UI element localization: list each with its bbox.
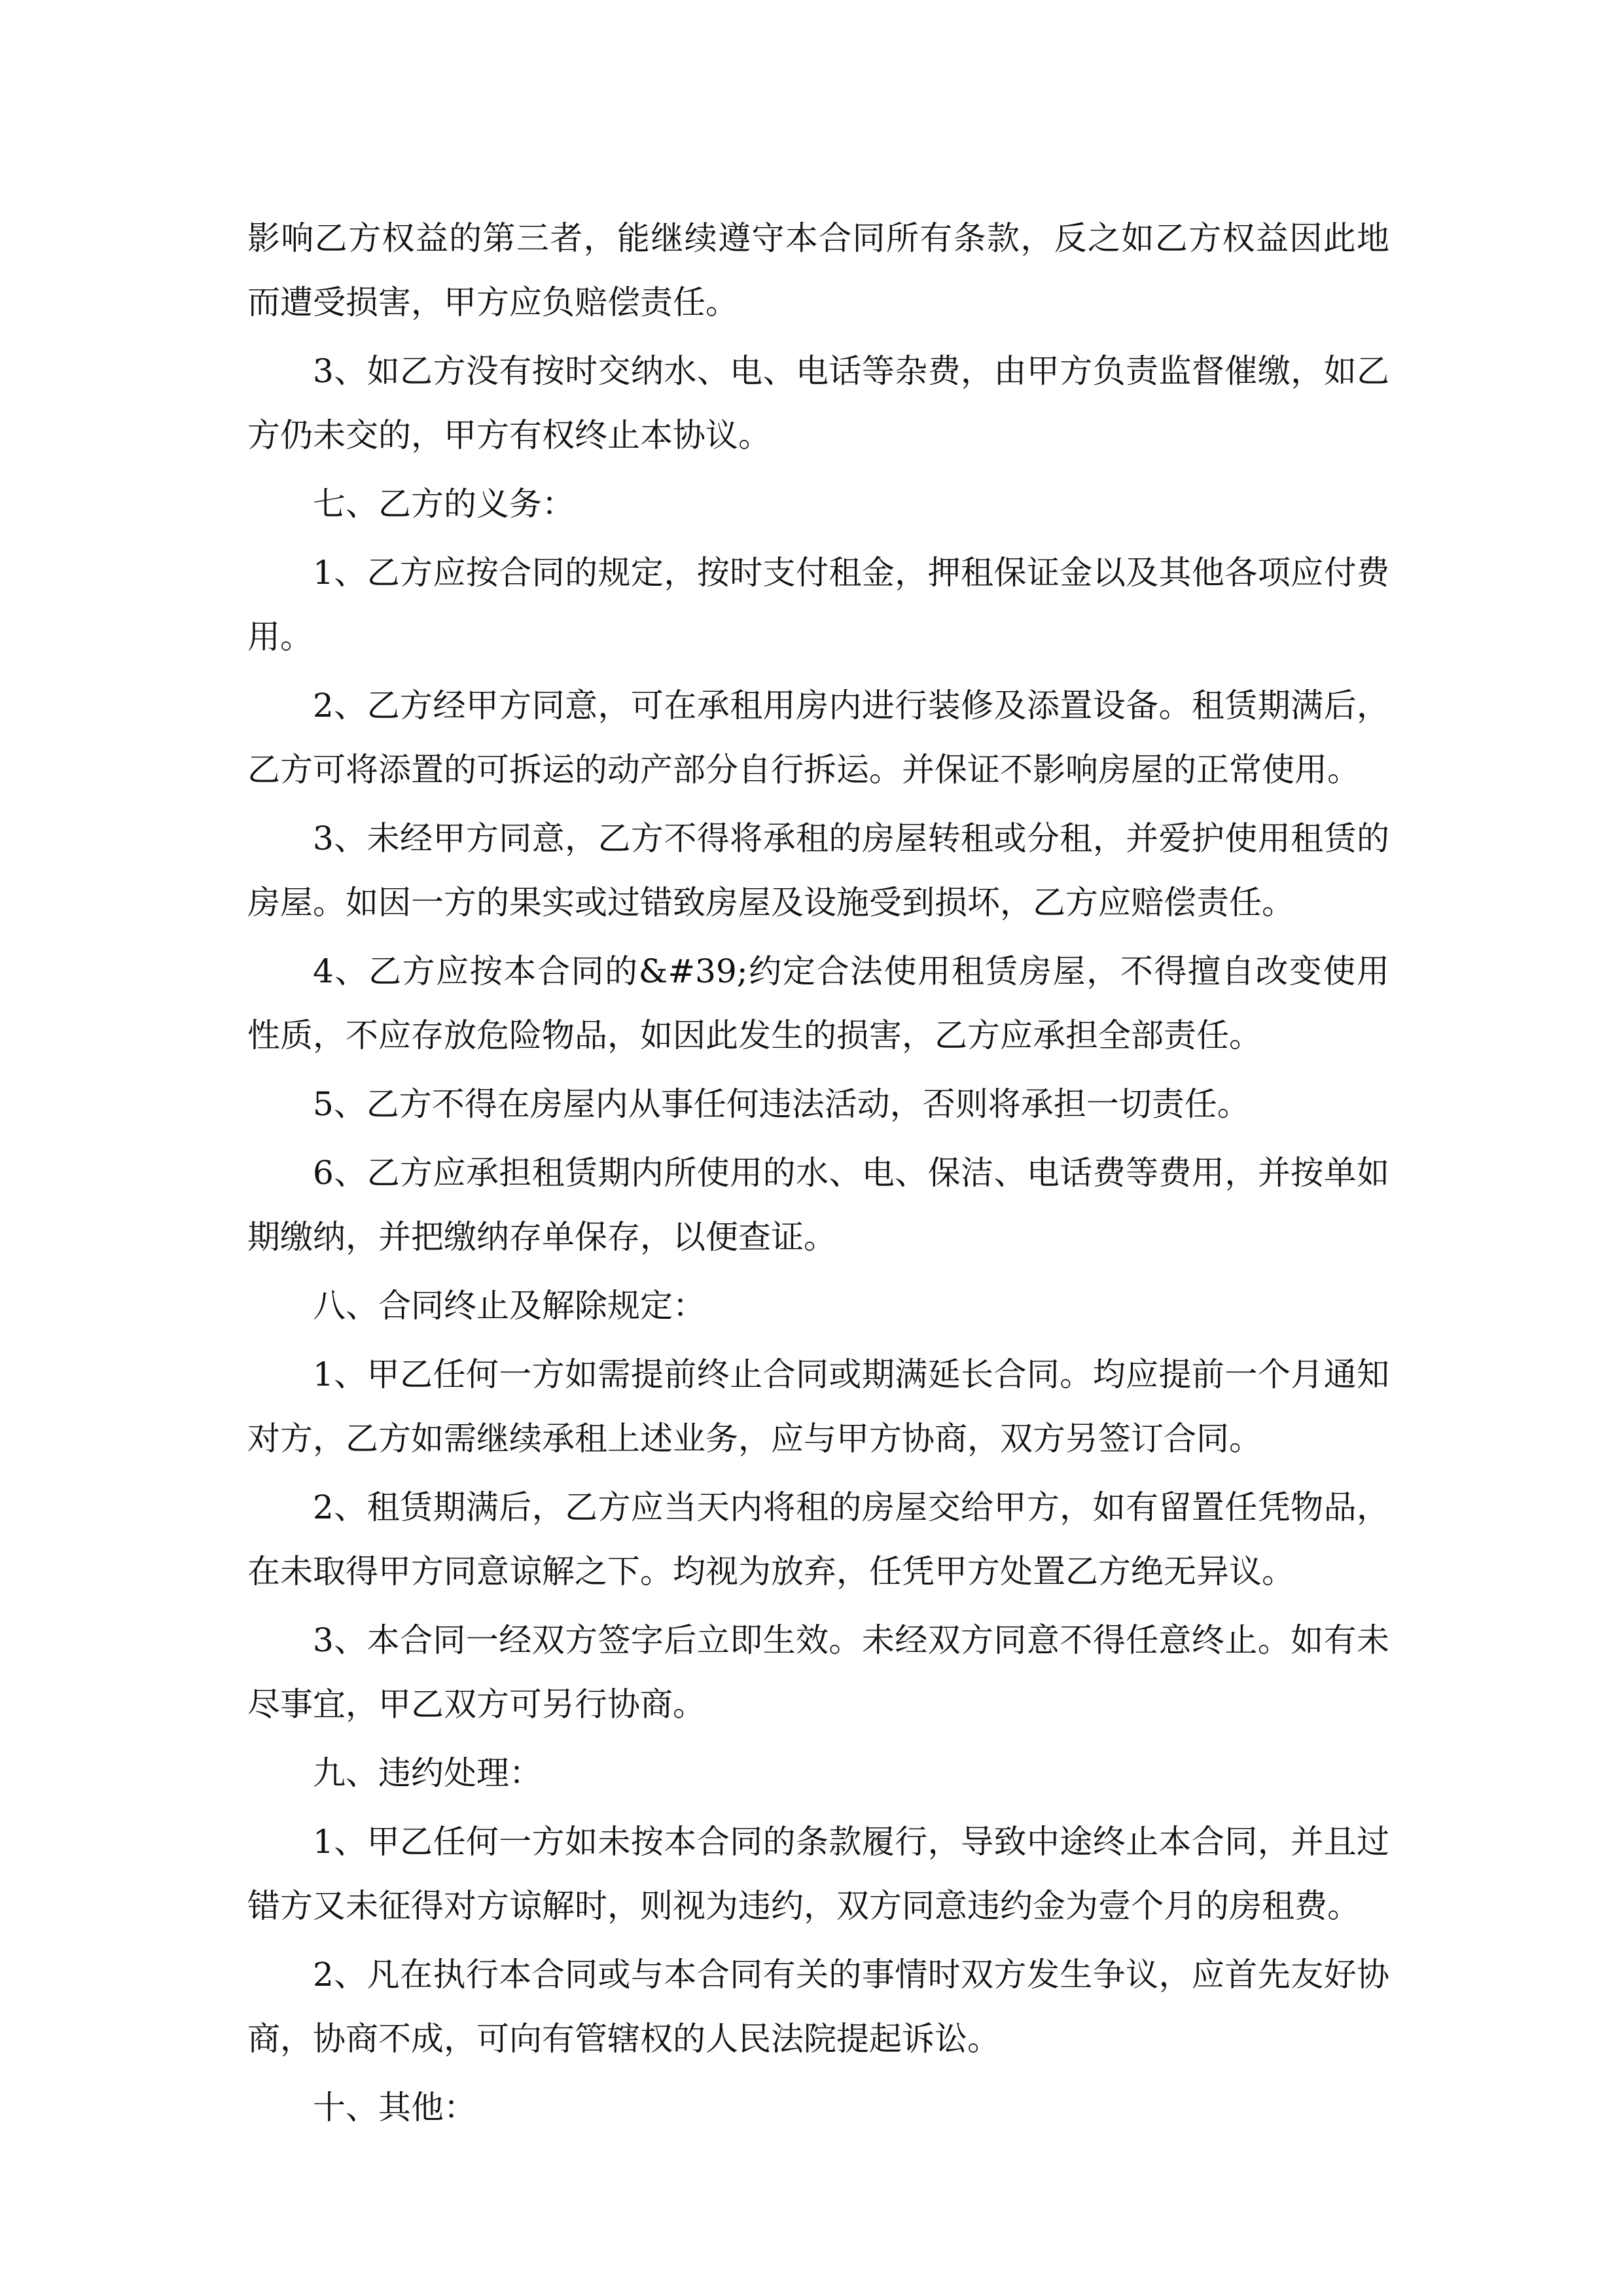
section-heading: 八、合同终止及解除规定： bbox=[313, 1287, 705, 1325]
paragraph-clause: 2、凡在执行本合同或与本合同有关的事情时双方发生争议，应首先友好协商，协商不成，可向有管辖权的人民法院提起诉讼。 bbox=[247, 1956, 1389, 2058]
paragraph-clause: 6、乙方应承担租赁期内所使用的水、电、保洁、电话费等费用，并按单如期缴纳，并把缴纳存单保存，以便查证。 bbox=[247, 1154, 1389, 1256]
paragraph-clause: 5、乙方不得在房屋内从事任何违法活动，否则将承担一切责任。 bbox=[313, 1085, 1250, 1123]
section-heading: 七、乙方的义务： bbox=[313, 485, 575, 523]
section-heading: 十、其他： bbox=[313, 2089, 476, 2126]
document-body bbox=[247, 206, 1389, 2144]
paragraph-clause: 3、本合同一经双方签字后立即生效。未经双方同意不得任意终止。如有未尽事宜，甲乙双方可另行协商。 bbox=[247, 1621, 1389, 1723]
paragraph-clause: 1、甲乙任何一方如未按本合同的条款履行，导致中途终止本合同，并且过错方又未征得对方谅解时，则视为违约，双方同意违约金为壹个月的房租费。 bbox=[247, 1823, 1389, 1925]
paragraph-clause: 1、乙方应按合同的规定，按时支付租金，押租保证金以及其他各项应付费用。 bbox=[247, 554, 1389, 656]
section-heading: 九、违约处理： bbox=[313, 1754, 542, 1792]
paragraph-continuation: 影响乙方权益的第三者，能继续遵守本合同所有条款，反之如乙方权益因此地而遭受损害，甲方应负赔偿责任。 bbox=[247, 219, 1389, 321]
paragraph-clause: 1、甲乙任何一方如需提前终止合同或期满延长合同。均应提前一个月通知对方，乙方如需继续承租上述业务，应与甲方协商，双方另签订合同。 bbox=[247, 1355, 1389, 1458]
paragraph-clause: 2、乙方经甲方同意，可在承租用房内进行装修及添置设备。租赁期满后，乙方可将添置的可拆运的动产部分自行拆运。并保证不影响房屋的正常使用。 bbox=[247, 687, 1389, 789]
paragraph-clause: 3、如乙方没有按时交纳水、电、电话等杂费，由甲方负责监督催缴，如乙方仍未交的，甲方有权终止本协议。 bbox=[247, 352, 1389, 454]
paragraph-clause: 4、乙方应按本合同的&#39;约定合法使用租赁房屋，不得擅自改变使用性质，不应存放危险物品，如因此发生的损害，乙方应承担全部责任。 bbox=[247, 952, 1389, 1054]
paragraph-clause: 3、未经甲方同意，乙方不得将承租的房屋转租或分租，并爱护使用租赁的房屋。如因一方的果实或过错致房屋及设施受到损坏，乙方应赔偿责任。 bbox=[247, 819, 1389, 922]
paragraph-clause: 2、租赁期满后，乙方应当天内将租的房屋交给甲方，如有留置任凭物品，在未取得甲方同意谅解之下。均视为放弃，任凭甲方处置乙方绝无异议。 bbox=[247, 1488, 1389, 1590]
